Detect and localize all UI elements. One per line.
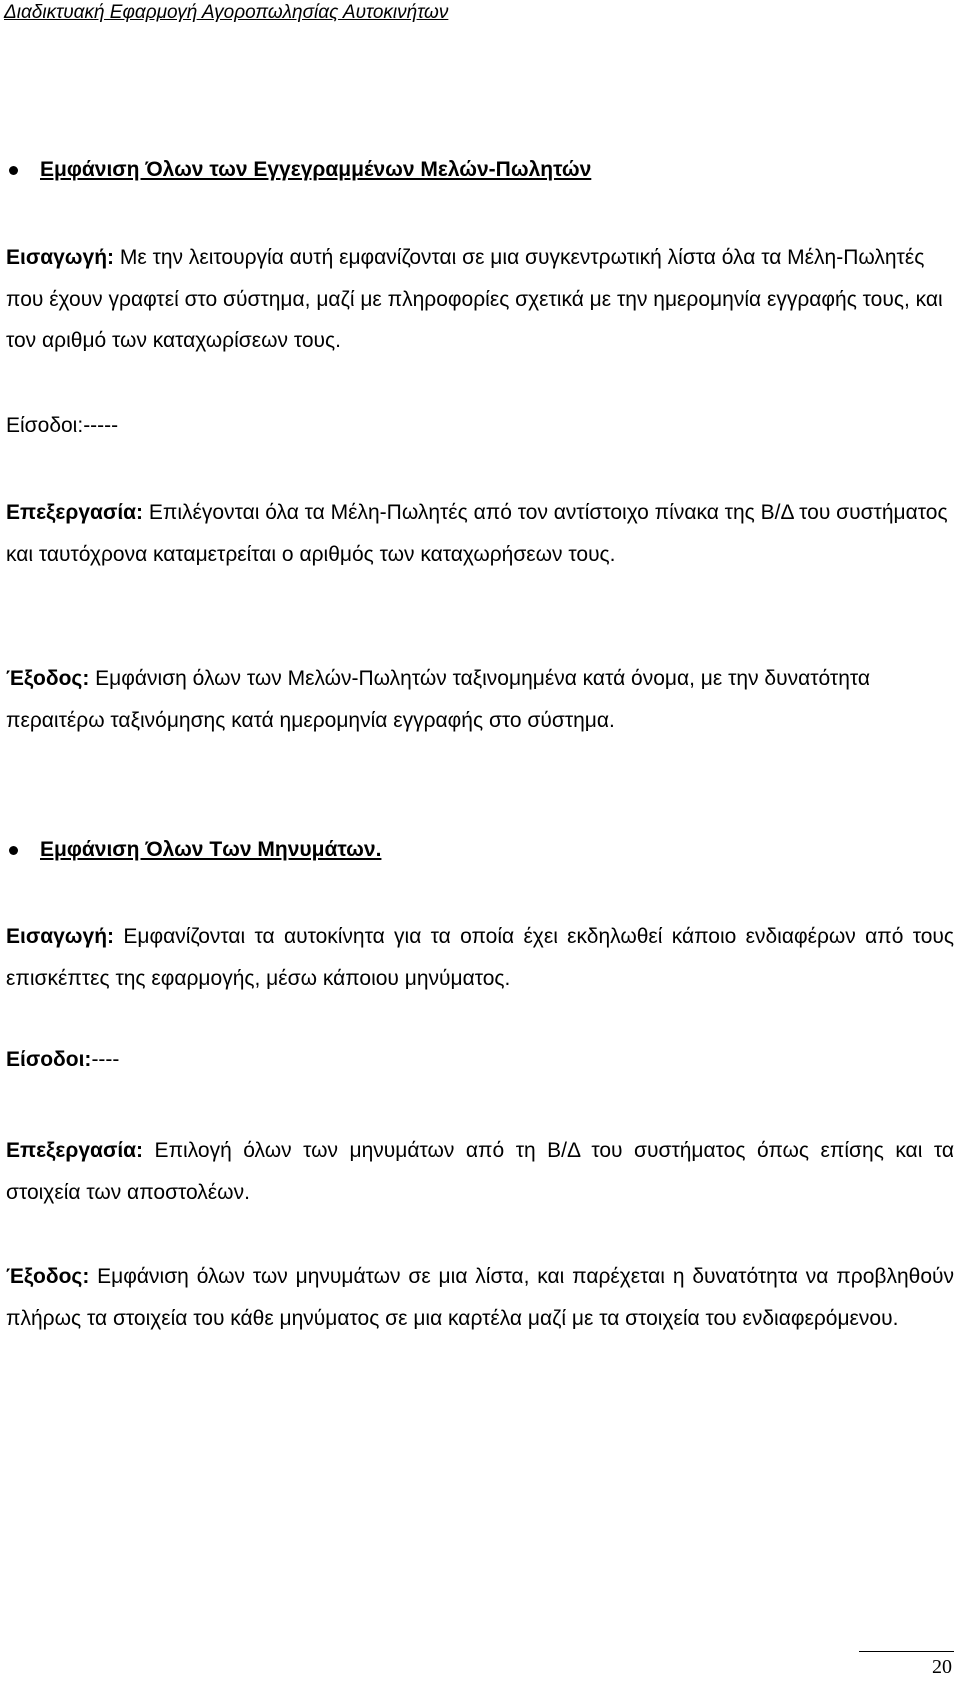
inputs-label: Είσοδοι: xyxy=(6,1048,92,1071)
processing-label: Επεξεργασία: xyxy=(6,501,144,524)
bullet-icon xyxy=(9,166,18,175)
section-heading-text: Εμφάνιση Όλων των Εγγεγραμμένων Μελών-Πωλητών xyxy=(40,158,592,181)
intro-label: Εισαγωγή: xyxy=(6,925,115,948)
processing-text: Επιλογή όλων των μηνυμάτων από τη Β/Δ του συστήματος όπως επίσης και τα στοιχεία των αποστολέων. xyxy=(6,1139,954,1204)
bullet-icon xyxy=(9,846,18,855)
footer-divider xyxy=(859,1651,954,1652)
inputs-paragraph xyxy=(6,405,954,447)
section-heading xyxy=(4,838,381,862)
processing-paragraph xyxy=(6,492,954,575)
inputs-text: ---- xyxy=(91,1048,120,1071)
processing-text: Επιλέγονται όλα τα Μέλη-Πωλητές από τον αντίστοιχο πίνακα της Β/Δ του συστήματος και ταυτόχρονα καταμετρείται ο αριθμός των καταχωρήσεων τους. xyxy=(6,501,948,566)
intro-label: Εισαγωγή: xyxy=(6,246,115,269)
section-heading xyxy=(4,158,591,182)
intro-paragraph xyxy=(6,916,954,999)
inputs-text: ----- xyxy=(83,414,119,437)
output-label: Έξοδος: xyxy=(6,1265,90,1288)
inputs-label: Είσοδοι: xyxy=(6,414,84,437)
output-paragraph xyxy=(6,1256,954,1339)
output-text: Εμφάνιση όλων των Μελών-Πωλητών ταξινομημένα κατά όνομα, με την δυνατότητα περαιτέρω ταξινόμησης κατά ημερομηνία εγγραφής στο σύστημα. xyxy=(6,667,871,732)
intro-text: Εμφανίζονται τα αυτοκίνητα για τα οποία έχει εκδηλωθεί κάποιο ενδιαφέρων από τους επισκέπτες της εφαρμογής, μέσω κάποιου μηνύματος. xyxy=(6,925,954,990)
output-paragraph xyxy=(6,658,954,741)
processing-label: Επεξεργασία: xyxy=(6,1139,144,1162)
processing-paragraph xyxy=(6,1130,954,1213)
section-heading-text: Εμφάνιση Όλων Των Μηνυμάτων. xyxy=(40,838,382,861)
output-label: Έξοδος: xyxy=(6,667,90,690)
document-header-title: Διαδικτυακή Εφαρμογή Αγοροπωλησίας Αυτοκινήτων xyxy=(4,2,449,23)
page-number: 20 xyxy=(932,1656,952,1678)
output-text: Εμφάνιση όλων των μηνυμάτων σε μια λίστα, και παρέχεται η δυνατότητα να προβληθούν πλήρως τα στοιχεία του κάθε μηνύματος σε μια καρτέλα μαζί με τα στοιχεία του ενδιαφερόμενου. xyxy=(6,1265,954,1330)
intro-paragraph xyxy=(6,237,954,362)
intro-text: Με την λειτουργία αυτή εμφανίζονται σε μια συγκεντρωτική λίστα όλα τα Μέλη-Πωλητές που έχουν γραφτεί στο σύστημα, μαζί με πληροφορίες σχετικά με την ημερομηνία εγγραφής τους, και τον αριθμό των καταχωρίσεων τους. xyxy=(6,246,943,352)
inputs-paragraph xyxy=(6,1039,954,1081)
